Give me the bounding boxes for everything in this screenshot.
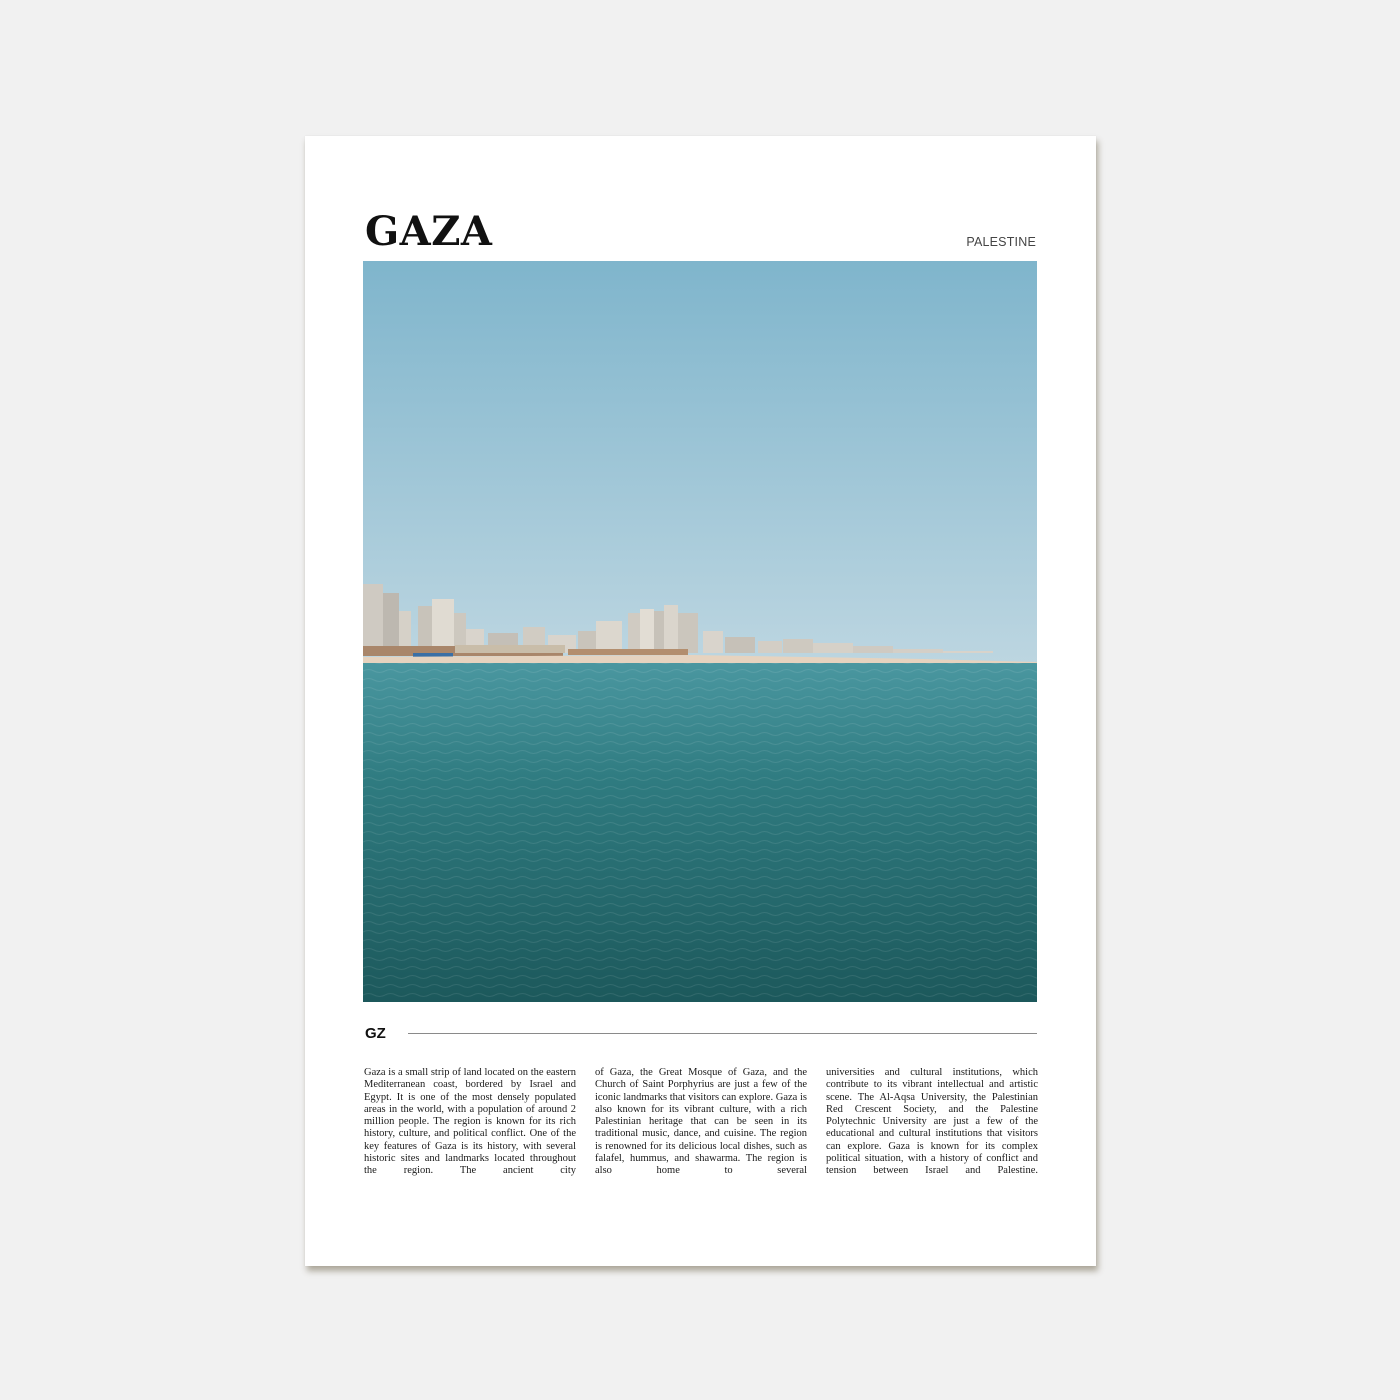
description-column-1: Gaza is a small strip of land located on the eastern Mediterranean coast, bordered by Israel and Egypt. It is one of the most densely populated areas in the world, with a population of around 2 million people. The region is known for its rich history, culture, and political conflict. One of the key features of Gaza is its history, with several historic sites and landmarks located throughout the region. The ancient city	[364, 1067, 576, 1177]
sky	[363, 261, 1037, 666]
poster-country: PALESTINE	[966, 235, 1036, 249]
location-code: GZ	[365, 1025, 386, 1042]
coastline-photo	[363, 261, 1037, 1002]
coastline-photo-icon	[363, 261, 1037, 1002]
description-columns	[364, 1067, 1038, 1178]
poster-title: GAZA	[365, 208, 493, 255]
poster	[305, 136, 1096, 1266]
description-column-2: of Gaza, the Great Mosque of Gaza, and the Church of Saint Porphyrius are just a few of the iconic landmarks that visitors can explore. Gaza is also known for its vibrant culture, with a rich Palestinian heritage that can be seen in its traditional music, dance, and cuisine. The region is renowned for its delicious local dishes, such as falafel, hummus, and shawarma. The region is also home to several	[595, 1067, 807, 1177]
description-column-3: universities and cultural institutions, which contribute to its vibrant intellectual and artistic scene. The Al-Aqsa University, the Palestinian Red Crescent Society, and the Palestine Polytechnic University are just a few of the educational and cultural institutions that visitors can explore. Gaza is known for its complex political situation, with a history of conflict and tension between Israel and Palestine.	[826, 1067, 1038, 1177]
divider-line	[408, 1033, 1037, 1034]
